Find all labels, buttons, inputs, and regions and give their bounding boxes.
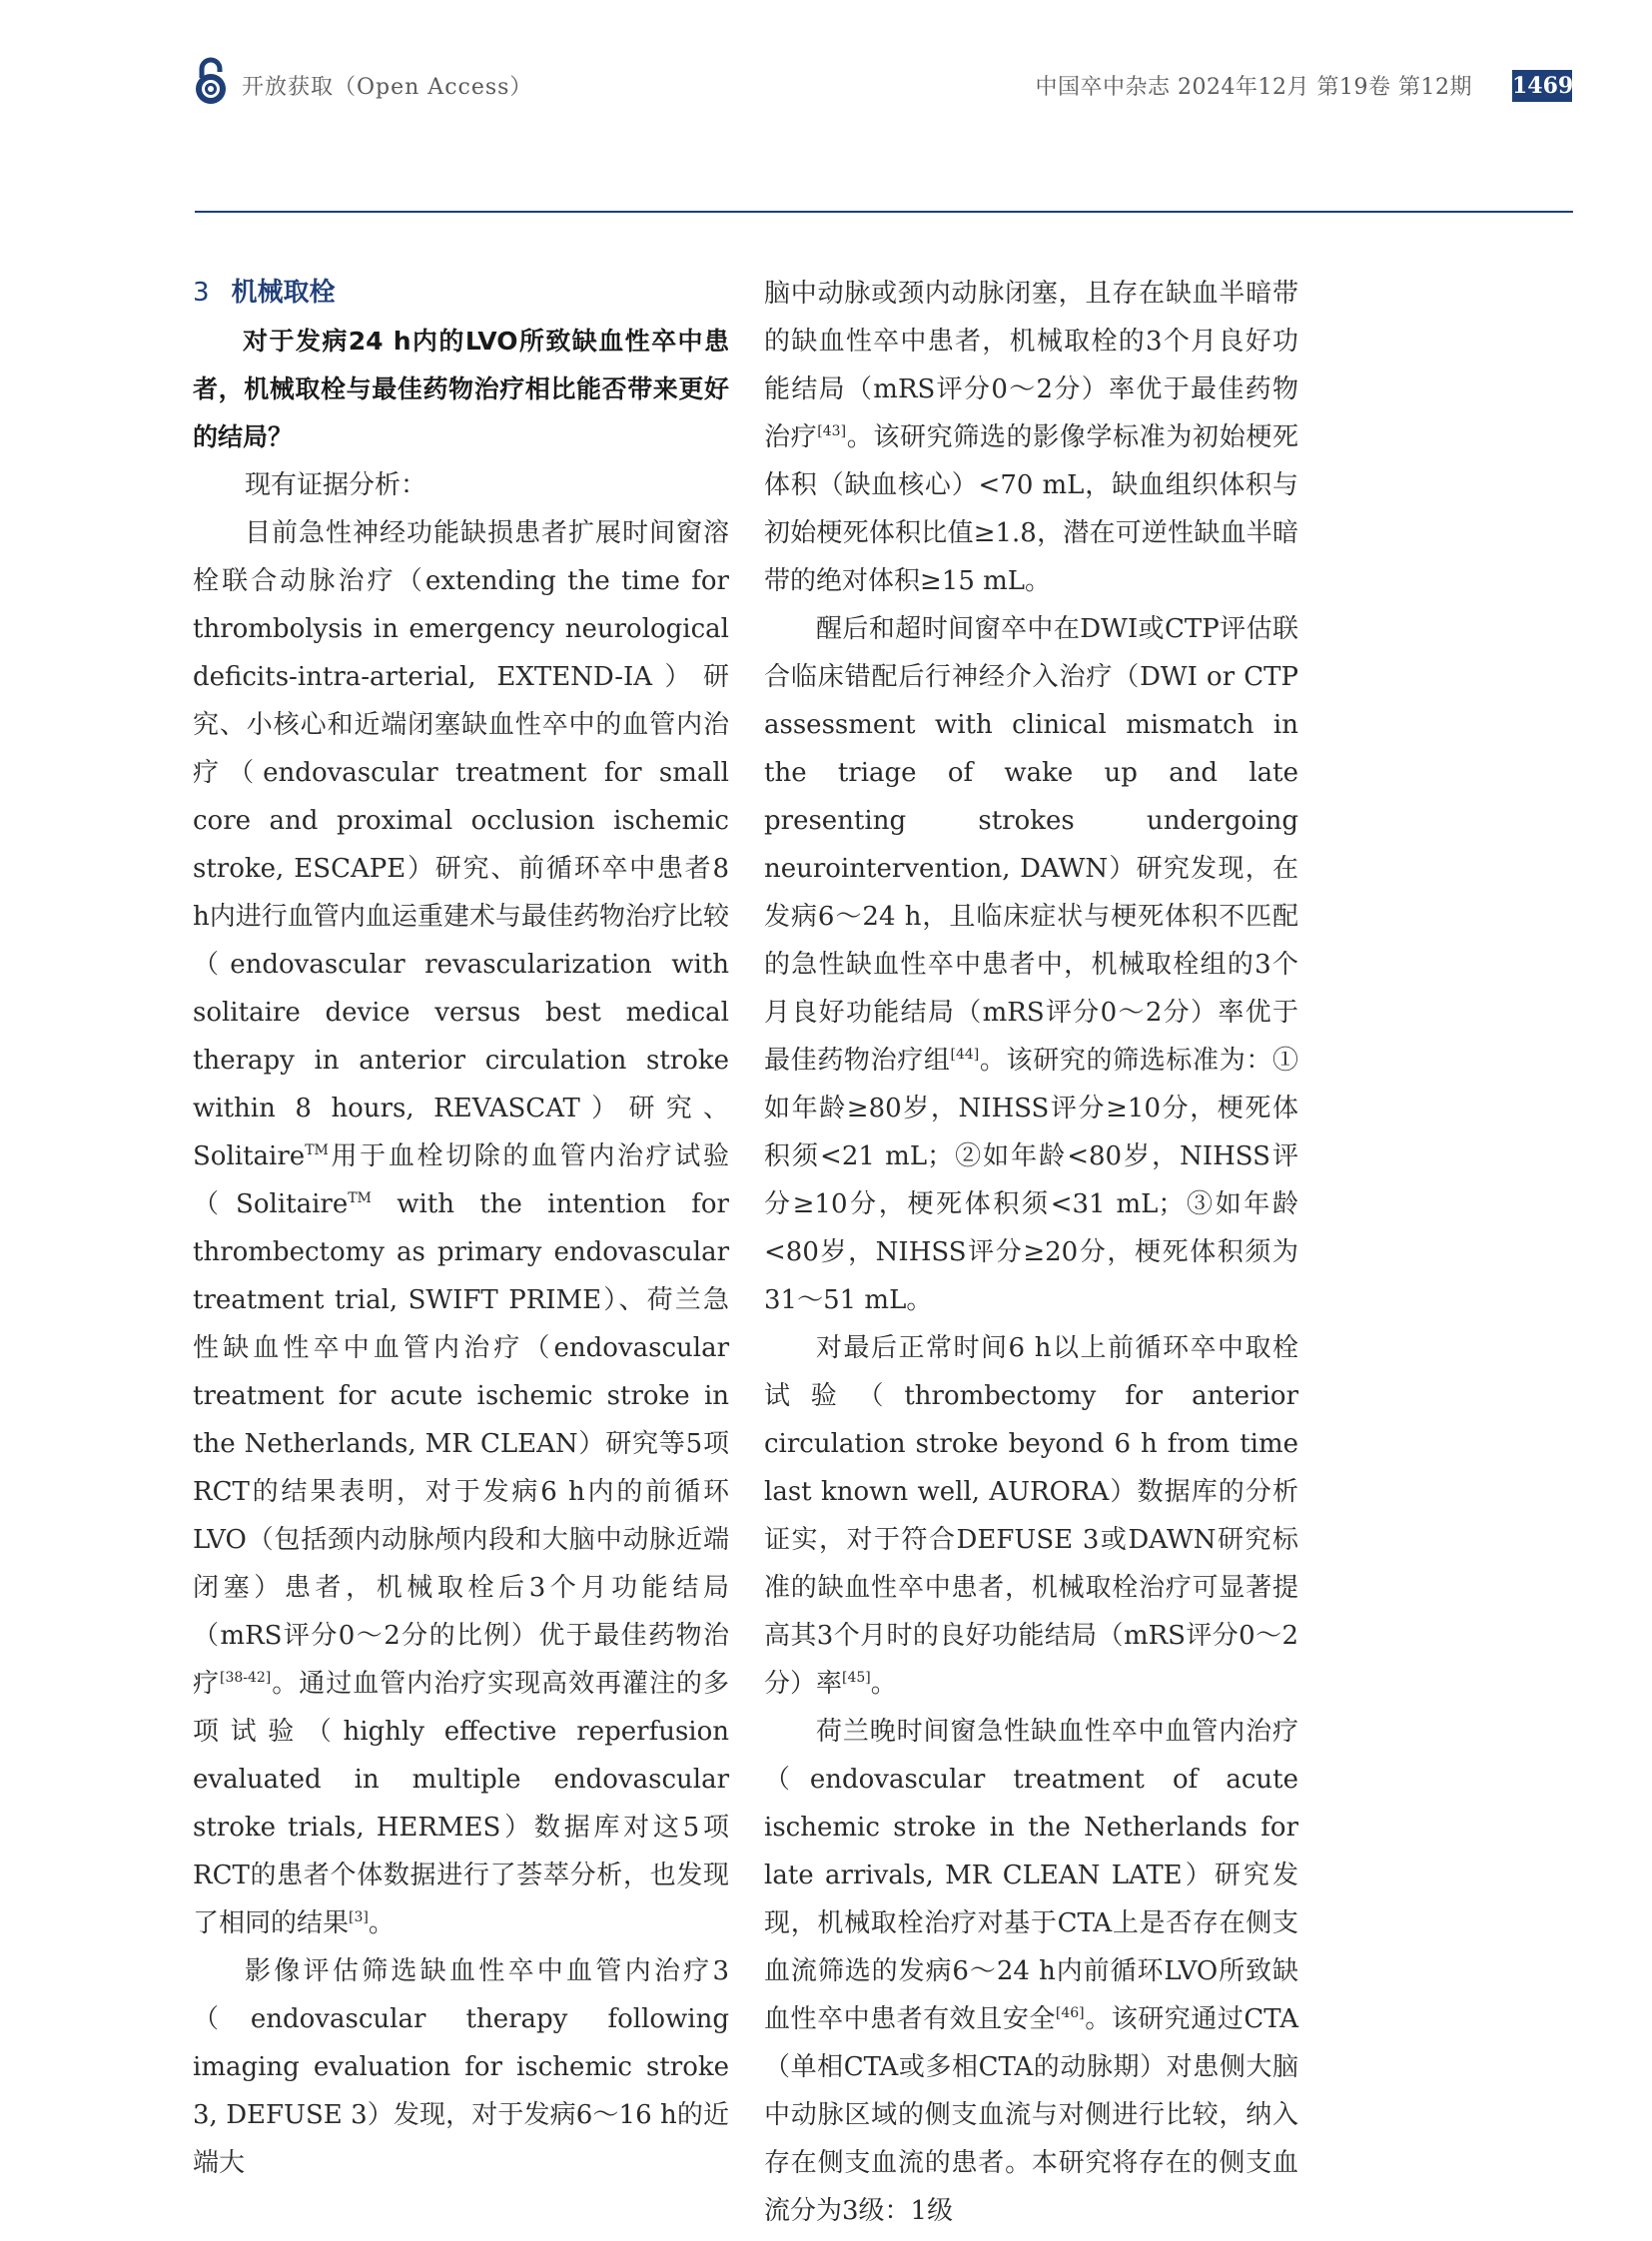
citation-ref: [45] <box>842 1670 871 1686</box>
header-divider <box>195 211 1573 213</box>
paragraph-dawn: 醒后和超时间窗卒中在DWI或CTP评估联合临床错配后行神经介入治疗（DWI or CTP assessment with clinical mismatch in the triage of wake up and late presenting strokes undergoing neurointervention, DAWN）研究发现，在发病6～24 h，且临床症状与梗死体积不匹配的急性缺血性卒中患者中，机械取栓组的3个月良好功能结局（mRS评分0～2分）率优于最佳药物治疗组[44]。该研究的筛选标准为：①如年龄≥80岁，NIHSS评分≥10分，梗死体积须<21 mL；②如年龄<80岁，NIHSS评分≥10分，梗死体积须<31 mL；③如年龄<80岁，NIHSS评分≥20分，梗死体积须为31～51 mL。 <box>764 614 1298 1315</box>
section-number: 3 <box>193 278 210 308</box>
citation-ref: [3] <box>349 1909 369 1925</box>
citation-ref: [46] <box>1055 2005 1085 2021</box>
left-column <box>193 270 729 2187</box>
paragraph-defuse3: 影像评估筛选缺血性卒中血管内治疗3（endovascular therapy following imaging evaluation for ischemic stroke 3, DEFUSE 3）发现，对于发病6～16 h的近端大 <box>193 1956 729 2178</box>
evidence-analysis-label: 现有证据分析： <box>245 470 427 500</box>
citation-ref: [43] <box>817 423 847 439</box>
paragraph-mr-clean-late: 荷兰晚时间窗急性缺血性卒中血管内治疗（endovascular treatment of acute ischemic stroke in the Netherlands for late arrivals, MR CLEAN LATE）研究发现，机械取栓治疗对基于CTA上是否存在侧支血流筛选的发病6～24 h内前循环LVO所致缺血性卒中患者有效且安全[46]。该研究通过CTA（单相CTA或多相CTA的动脉期）对患侧大脑中动脉区域的侧支血流与对侧进行比较，纳入存在侧支血流的患者。本研究将存在的侧支血流分为3级：1级 <box>764 1717 1298 2226</box>
section-title: 机械取栓 <box>231 278 336 308</box>
open-access-label: 开放获取（Open Access） <box>242 75 533 100</box>
trademark: TM <box>305 1142 329 1158</box>
section-heading <box>193 270 729 316</box>
citation-ref: [38-42] <box>219 1670 272 1686</box>
trademark: TM <box>348 1190 372 1206</box>
open-access-lock-icon <box>193 56 229 106</box>
right-column <box>764 270 1298 2235</box>
clinical-question: 对于发病24 h内的LVO所致缺血性卒中患者，机械取栓与最佳药物治疗相比能否带来更好的结局？ <box>193 327 729 451</box>
journal-citation: 中国卒中杂志 2024年12月 第19卷 第12期 <box>1035 75 1472 100</box>
paragraph-aurora: 对最后正常时间6 h以上前循环卒中取栓试验（thrombectomy for anterior circulation stroke beyond 6 h from time last known well, AURORA）数据库的分析证实，对于符合DEFUSE 3或DAWN研究标准的缺血性卒中患者，机械取栓治疗可显著提高其3个月时的良好功能结局（mRS评分0～2分）率[45]。 <box>764 1333 1298 1699</box>
paragraph-defuse3-continued: 脑中动脉或颈内动脉闭塞，且存在缺血半暗带的缺血性卒中患者，机械取栓的3个月良好功能结局（mRS评分0～2分）率优于最佳药物治疗[43]。该研究筛选的影像学标准为初始梗死体积（缺血核心）<70 mL，缺血组织体积与初始梗死体积比值≥1.8，潜在可逆性缺血半暗带的绝对体积≥15 mL。 <box>764 279 1298 596</box>
page-number: 1469 <box>1512 70 1572 102</box>
page-header <box>0 0 1652 220</box>
citation-ref: [44] <box>950 1047 980 1063</box>
paragraph-thrombectomy-trials: 目前急性神经功能缺损患者扩展时间窗溶栓联合动脉治疗（extending the time for thrombolysis in emergency neurological deficits-intra-arterial, EXTEND-IA）研究、小核心和近端闭塞缺血性卒中的血管内治疗（endovascular treatment for small core and proximal occlusion ischemic stroke, ESCAPE）研究、前循环卒中患者8 h内进行血管内血运重建术与最佳药物治疗比较（endovascular revascularization with solitaire device versus best medical therapy in anterior circulation stroke within 8 hours, REVASCAT）研究、Solitaire™用于血栓切除的血管内治疗试验（Solitaire™ with the intention for thrombectomy as primary endovascular treatment trial, SWIFT PRIME）、荷兰急性缺血性卒中血管内治疗（endovascular treatment for acute ischemic stroke in the Netherlands, MR CLEAN）研究等5项RCT的结果表明，对于发病6 h内的前循环LVO（包括颈内动脉颅内段和大脑中动脉近端闭塞）患者，机械取栓后3个月功能结局（mRS评分0～2分的比例）优于最佳药物治疗[38-42]。通过血管内治疗实现高效再灌注的多项试验（highly effective reperfusion evaluated in multiple endovascular stroke trials, HERMES）数据库对这5项RCT的患者个体数据进行了荟萃分析，也发现了相同的结果[3]。 <box>193 518 729 1938</box>
